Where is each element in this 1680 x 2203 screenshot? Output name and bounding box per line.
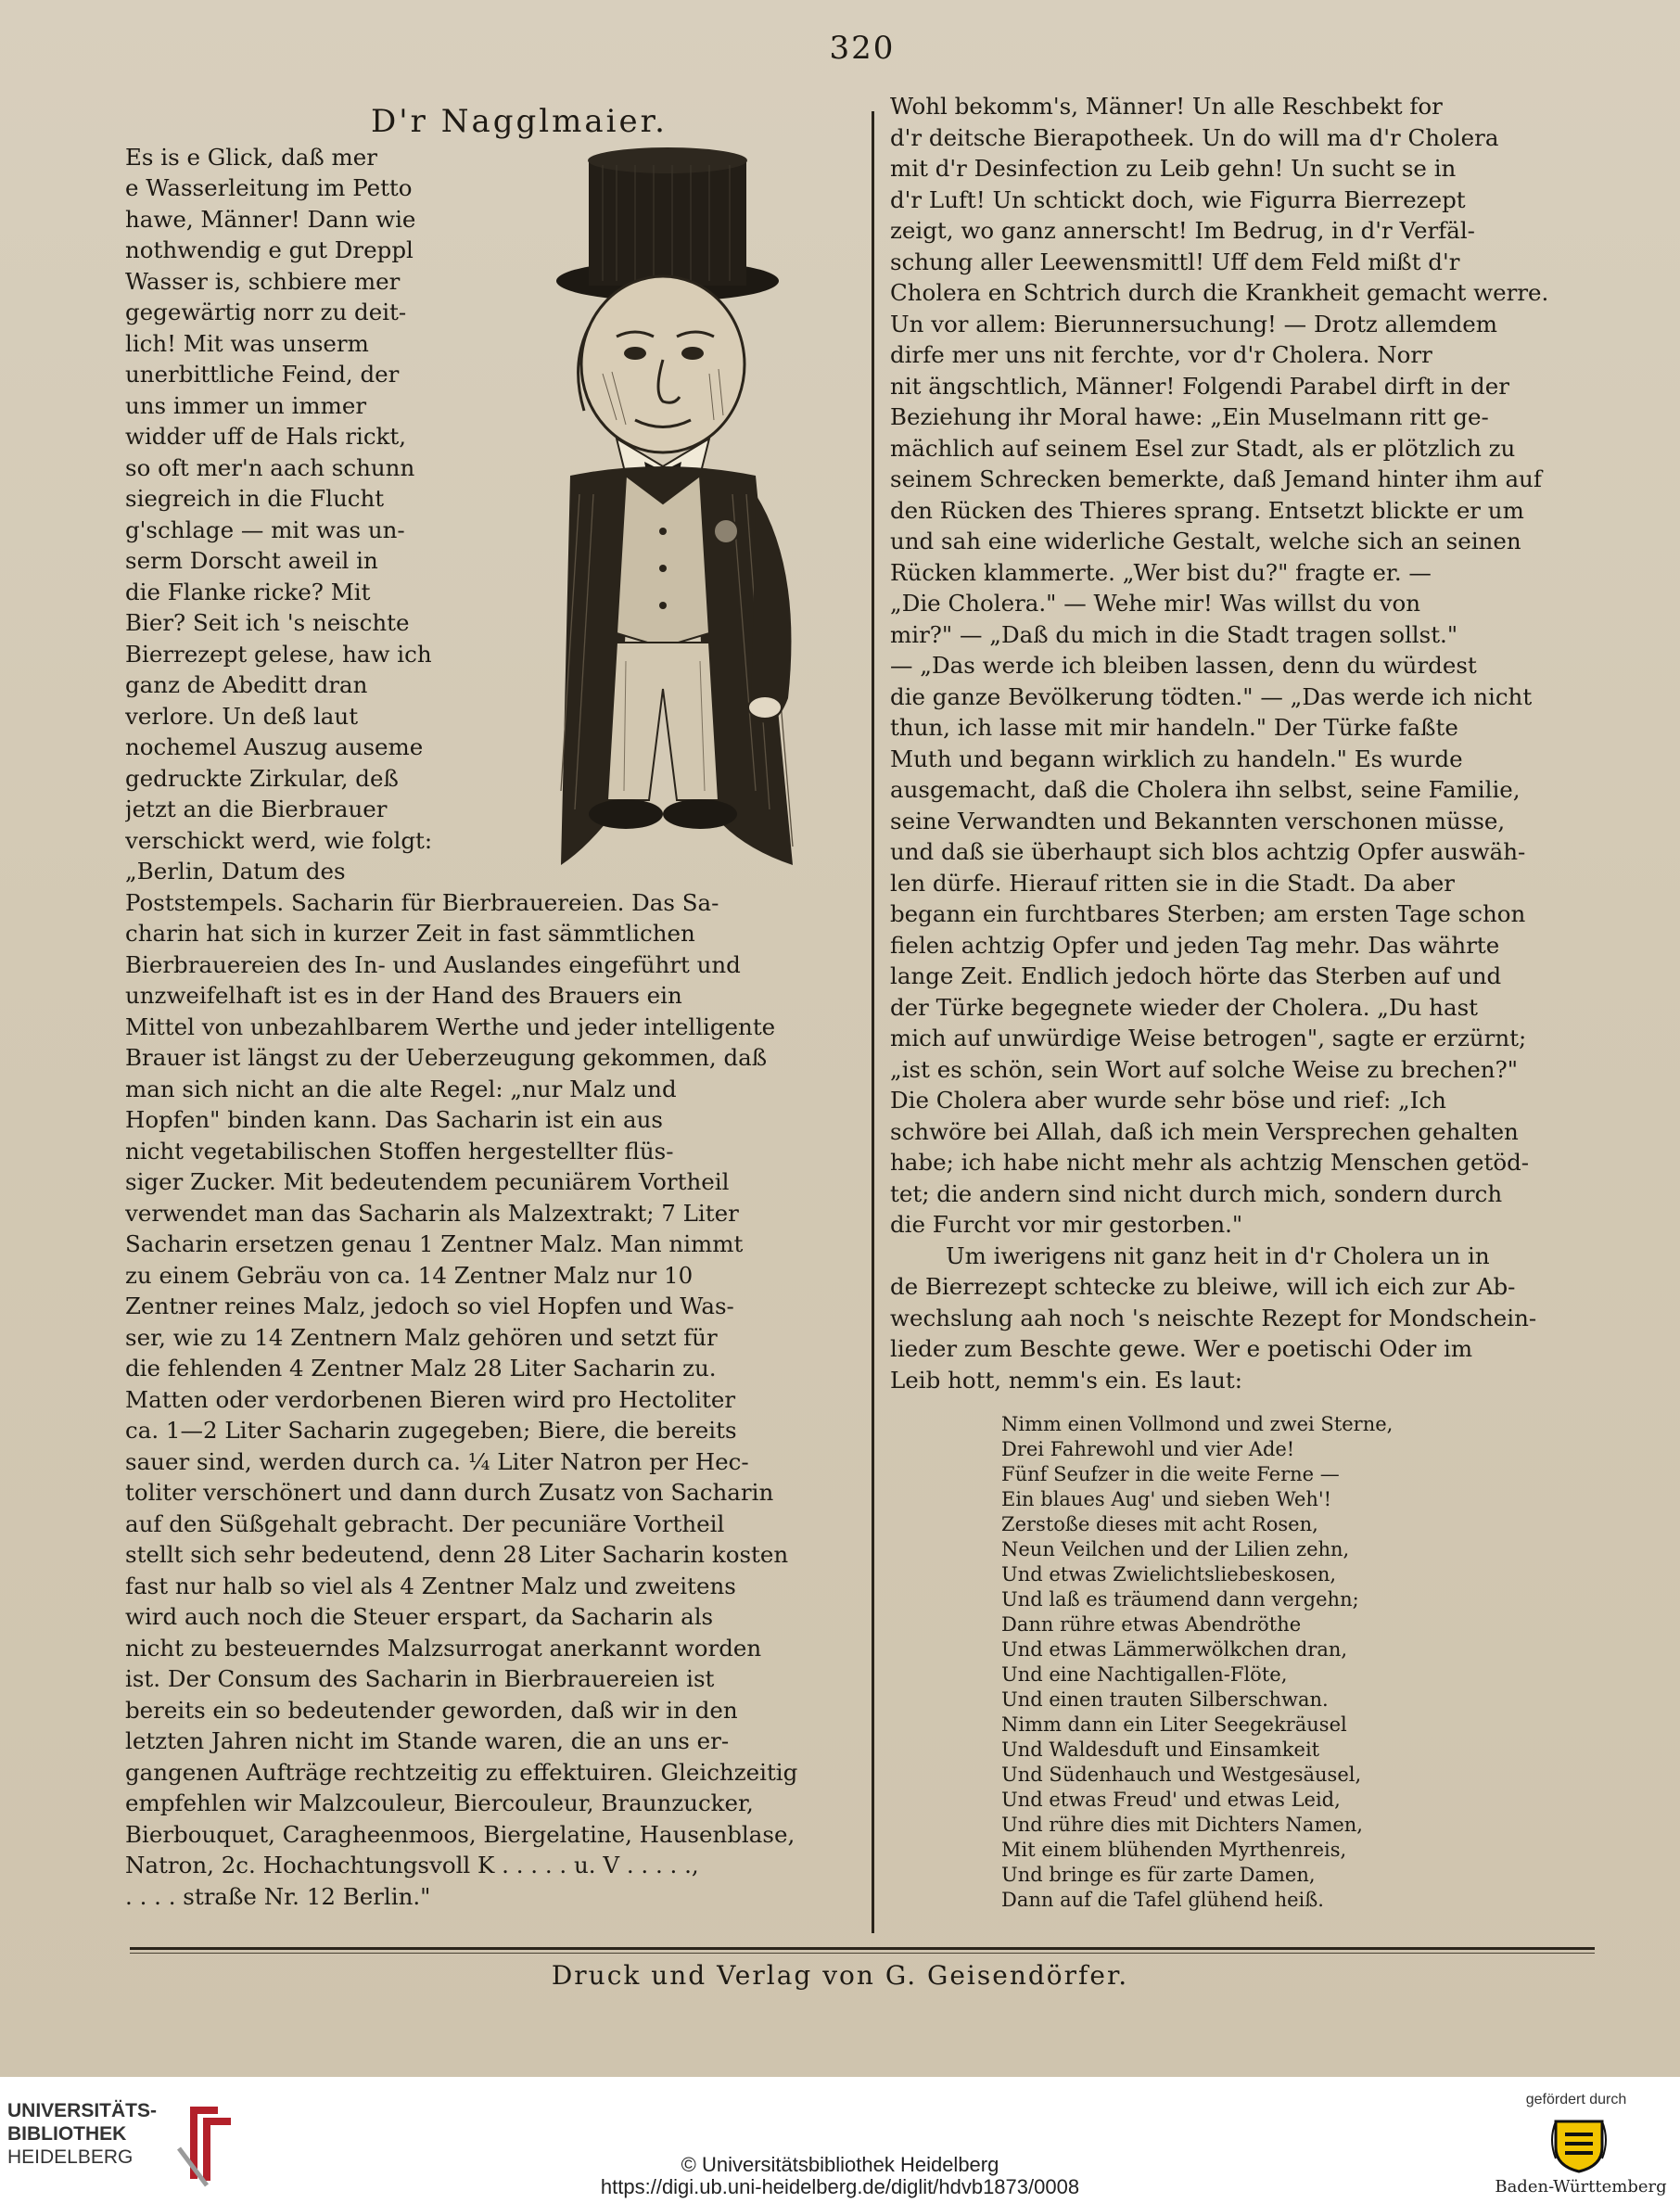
- text-line: de Bierrezept schtecke zu bleiwe, will ich eich zur Ab-: [890, 1273, 1516, 1300]
- text-line: Rücken klammerte. „Wer bist du?" fragte er. —: [890, 558, 1432, 586]
- text-line: Und einen trauten Silberschwan.: [1001, 1688, 1329, 1711]
- library-name-line2: BIBLIOTHEK: [7, 2123, 127, 2145]
- text-line: lange Zeit. Endlich jedoch hörte das Sterben auf und: [890, 962, 1502, 989]
- text-line: Drei Fahrewohl und vier Ade!: [1001, 1438, 1295, 1460]
- text-line: seine Verwandten und Bekannten verschonen müsse,: [890, 807, 1506, 834]
- text-line: . . . . straße Nr. 12 Berlin.": [125, 1882, 431, 1910]
- text-line: letzten Jahren nicht im Stande waren, die an uns er-: [125, 1727, 730, 1754]
- text-line: gedruckte Zirkular, deß: [125, 764, 399, 792]
- page-number: 320: [829, 30, 896, 67]
- right-column: [890, 91, 1618, 1913]
- text-line: so oft mer'n aach schunn: [125, 453, 415, 481]
- text-line: Und laß es träumend dann vergehn;: [1001, 1588, 1359, 1611]
- text-line: gangenen Aufträge rechtzeitig zu effektuiren. Gleichzeitig: [125, 1758, 798, 1786]
- text-line: ganz de Abeditt dran: [125, 671, 368, 698]
- text-line: Wasser is, schbiere mer: [125, 267, 401, 295]
- bottom-rule: [130, 1947, 1595, 1950]
- text-line: zu einem Gebräu von ca. 14 Zentner Malz nur 10: [125, 1261, 694, 1289]
- text-line: tet; die andern sind nicht durch mich, sondern durch: [890, 1179, 1503, 1207]
- text-line: Und etwas Zwielichtsliebeskosen,: [1001, 1563, 1337, 1585]
- text-line: nit ängschtlich, Männer! Folgendi Parabel dirft in der: [890, 372, 1509, 400]
- text-line: Und rühre dies mit Dichters Namen,: [1001, 1814, 1363, 1836]
- text-line: dirfe mer uns nit ferchte, vor d'r Cholera. Norr: [890, 341, 1432, 368]
- text-line: „ist es schön, sein Wort auf solche Weise zu brechen?": [890, 1055, 1518, 1083]
- text-line: fast nur halb so viel als 4 Zentner Malz und zweitens: [125, 1572, 736, 1599]
- text-line: Un vor allem: Bierunnersuchung! — Drotz allemdem: [890, 310, 1498, 337]
- text-line: Sacharin ersetzen genau 1 Zentner Malz. Man nimmt: [125, 1230, 744, 1257]
- text-line: auf den Süßgehalt gebracht. Der pecuniäre Vortheil: [125, 1509, 725, 1537]
- text-line: den Rücken des Thieres sprang. Entsetzt blickte er um: [890, 496, 1524, 524]
- text-line: Und Südenhauch und Westgesäusel,: [1001, 1764, 1362, 1786]
- text-line: Und bringe es für zarte Damen,: [1001, 1864, 1316, 1886]
- sponsor-label: gefördert durch: [1525, 2092, 1627, 2107]
- text-line: len dürfe. Hierauf ritten sie in die Stadt. Da aber: [890, 869, 1455, 897]
- text-line: wird auch noch die Steuer erspart, da Sacharin als: [125, 1603, 714, 1630]
- text-line: ausgemacht, daß die Cholera ihn selbst, seine Familie,: [890, 776, 1521, 803]
- copyright-notice: © Universitätsbibliothek Heidelberg: [681, 2153, 999, 2176]
- text-line: Dann rühre etwas Abendröthe: [1001, 1613, 1302, 1636]
- text-line: lich! Mit was unserm: [125, 329, 369, 357]
- text-line: die Flanke ricke? Mit: [125, 578, 371, 605]
- text-line: ca. 1—2 Liter Sacharin zugegeben; Biere, die bereits: [125, 1417, 737, 1444]
- text-line: wechslung aah noch 's neischte Rezept for Mondschein-: [890, 1304, 1537, 1331]
- article-title: D'r Nagglmaier.: [371, 103, 668, 140]
- text-line: hawe, Männer! Dann wie: [125, 205, 416, 233]
- text-line: d'r deitsche Bierapotheek. Un do will ma d'r Cholera: [890, 123, 1499, 151]
- text-line: Wohl bekomm's, Männer! Un alle Reschbekt for: [890, 93, 1443, 120]
- text-line: Bierbrauereien des In- und Auslandes eingeführt und: [125, 950, 741, 978]
- text-line: — „Das werde ich bleiben lassen, denn du würdest: [890, 652, 1477, 679]
- text-line: habe; ich habe nicht mehr als achtzig Menschen getöd-: [890, 1149, 1530, 1176]
- text-line: der Türke begegnete wieder der Cholera. „Du hast: [890, 993, 1478, 1021]
- text-line: charin hat sich in kurzer Zeit in fast sämmtlichen: [125, 920, 695, 947]
- text-line: begann ein furchtbares Sterben; am ersten Tage schon: [890, 900, 1526, 927]
- text-line: Die Cholera aber wurde sehr böse und rief: „Ich: [890, 1087, 1446, 1114]
- text-line: mächlich auf seinem Esel zur Stadt, als er plötzlich zu: [890, 434, 1516, 462]
- text-line: mich auf unwürdige Weise betrogen", sagte er erzürnt;: [890, 1025, 1527, 1051]
- text-line: nicht zu besteuerndes Malzsurrogat anerkannt worden: [125, 1634, 762, 1662]
- text-line: Es is e Glick, daß mer: [125, 143, 378, 171]
- text-line: Und eine Nachtigallen-Flöte,: [1001, 1663, 1288, 1686]
- text-line: empfehlen wir Malzcouleur, Biercouleur, Braunzucker,: [125, 1789, 754, 1816]
- text-line: uns immer un immer: [125, 391, 367, 419]
- text-line: Nimm dann ein Liter Seegekräusel: [1001, 1713, 1347, 1736]
- text-line: jetzt an die Bierbrauer: [125, 796, 388, 822]
- poem: [1001, 1412, 1618, 1913]
- text-line: und daß sie überhaupt sich blos achtzig Opfer auswäh-: [890, 838, 1526, 865]
- text-line: Muth und begann wirklich zu handeln." Es wurde: [890, 745, 1463, 772]
- text-line: Hopfen" binden kann. Das Sacharin ist ein aus: [125, 1106, 663, 1133]
- text-line: schung aller Leewensmittl! Uff dem Feld mißt d'r: [890, 248, 1460, 275]
- text-line: Dann auf die Tafel glühend heiß.: [1001, 1889, 1324, 1911]
- text-line: nicht vegetabilischen Stoffen hergestellter flüs-: [125, 1137, 674, 1165]
- text-line: toliter verschönert und dann durch Zusatz von Sacharin: [125, 1479, 774, 1506]
- text-line: Neun Veilchen und der Lilien zehn,: [1001, 1538, 1350, 1560]
- text-line: e Wasserleitung im Petto: [125, 174, 413, 201]
- text-line: unzweifelhaft ist es in der Hand des Brauers ein: [125, 982, 682, 1009]
- text-line: verlore. Un deß laut: [125, 702, 359, 730]
- left-column: [125, 103, 858, 1912]
- text-line: thun, ich lasse mit mir handeln." Der Türke faßte: [890, 714, 1458, 741]
- text-line: Poststempels. Sacharin für Bierbrauereien. Das Sa-: [125, 888, 719, 916]
- text-line: Cholera en Schtrich durch die Krankheit gemacht werre.: [890, 279, 1549, 306]
- text-line: Zentner reines Malz, jedoch so viel Hopfen und Was-: [125, 1293, 734, 1319]
- text-line: g'schlage — mit was un-: [125, 516, 405, 543]
- text-line: nochemel Auszug auseme: [125, 733, 424, 760]
- text-line: die ganze Bevölkerung tödten." — „Das werde ich nicht: [890, 682, 1533, 710]
- library-name-line3: HEIDELBERG: [7, 2146, 134, 2168]
- text-line: man sich nicht an die alte Regel: „nur Malz und: [125, 1075, 677, 1102]
- text-line: Und Waldesduft und Einsamkeit: [1001, 1738, 1320, 1761]
- text-line: ist. Der Consum des Sacharin in Bierbrauereien ist: [125, 1665, 715, 1692]
- column-divider: [872, 111, 874, 1933]
- text-line: Fünf Seufzer in die weite Ferne —: [1001, 1463, 1340, 1485]
- permalink[interactable]: https://digi.ub.uni-heidelberg.de/diglit/hdvb1873/0008: [600, 2175, 1080, 2198]
- text-line: Zerstoße dieses mit acht Rosen,: [1001, 1513, 1318, 1535]
- text-line: Mittel von unbezahlbarem Werthe und jeder intelligente: [125, 1012, 776, 1040]
- text-line: unerbittliche Feind, der: [125, 361, 400, 388]
- text-line: die fehlenden 4 Zentner Malz 28 Liter Sacharin zu.: [125, 1355, 717, 1382]
- text-line: fielen achtzig Opfer und jeden Tag mehr. Das währte: [890, 931, 1500, 959]
- text-line: Natron, 2c. Hochachtungsvoll K . . . . . u. V . . . . .,: [125, 1852, 699, 1878]
- text-line: Bierrezept gelese, haw ich: [125, 640, 432, 668]
- text-line: seinem Schrecken bemerkte, daß Jemand hinter ihm auf: [890, 465, 1542, 492]
- text-line: sauer sind, werden durch ca. ¼ Liter Natron per Hec-: [125, 1447, 749, 1475]
- text-line: siegreich in die Flucht: [125, 485, 385, 512]
- text-line: zeigt, wo ganz annerscht! Im Bedrug, in d'r Verfäl-: [890, 217, 1475, 244]
- text-line: lieder zum Beschte gewe. Wer e poetischi Oder im: [890, 1335, 1473, 1362]
- text-line: Und etwas Freud' und etwas Leid,: [1001, 1789, 1341, 1811]
- text-line: Leib hott, nemm's ein. Es laut:: [890, 1366, 1242, 1394]
- man-in-top-hat-illustration: [487, 142, 858, 884]
- text-line: Nimm einen Vollmond und zwei Sterne,: [1001, 1413, 1394, 1435]
- text-line: mir?" — „Daß du mich in die Stadt tragen sollst.": [890, 620, 1458, 648]
- text-line: und sah eine widerliche Gestalt, welche sich an seinen: [890, 528, 1521, 554]
- text-line: nothwendig e gut Dreppl: [125, 236, 414, 263]
- text-line: Matten oder verdorbenen Bieren wird pro Hectoliter: [125, 1385, 736, 1413]
- text-line: Mit einem blühenden Myrthenreis,: [1001, 1839, 1347, 1861]
- text-line: stellt sich sehr bedeutend, denn 28 Liter Sacharin kosten: [125, 1541, 789, 1568]
- library-name-line1: UNIVERSITÄTS-: [7, 2100, 158, 2121]
- text-line: gegewärtig norr zu deit-: [125, 299, 407, 325]
- text-line: ser, wie zu 14 Zentnern Malz gehören und setzt für: [125, 1323, 718, 1351]
- text-line: Um iwerigens nit ganz heit in d'r Cholera un in: [946, 1242, 1490, 1269]
- text-line: mit d'r Desinfection zu Leib gehn! Un sucht se in: [890, 155, 1457, 182]
- text-line: „Berlin, Datum des: [125, 858, 346, 885]
- text-line: Bierbouquet, Caragheenmoos, Biergelatine, Hausenblase,: [125, 1820, 795, 1848]
- text-line: „Die Cholera." — Wehe mir! Was willst du von: [890, 590, 1421, 617]
- sponsor-name: Baden-Württemberg: [1495, 2177, 1667, 2197]
- text-line: verschickt werd, wie folgt:: [125, 826, 433, 854]
- text-line: bereits ein so bedeutender geworden, daß wir in den: [125, 1696, 738, 1724]
- left-column-text-full: [125, 887, 858, 1913]
- text-line: d'r Luft! Un schtickt doch, wie Figurra Bierrezept: [890, 185, 1466, 213]
- text-line: Ein blaues Aug' und sieben Weh'!: [1001, 1488, 1332, 1510]
- text-line: die Furcht vor mir gestorben.": [890, 1211, 1243, 1238]
- text-line: siger Zucker. Mit bedeutendem pecuniärem Vortheil: [125, 1168, 730, 1195]
- baden-wuerttemberg-crest-icon: [1546, 2114, 1611, 2173]
- right-column-text: [890, 91, 1618, 1395]
- text-line: verwendet man das Sacharin als Malzextrakt; 7 Liter: [125, 1199, 739, 1227]
- text-line: Und etwas Lämmerwölkchen dran,: [1001, 1638, 1348, 1661]
- text-line: Bier? Seit ich 's neischte: [125, 609, 410, 636]
- text-line: widder uff de Hals rickt,: [125, 423, 407, 450]
- text-line: Beziehung ihr Moral hawe: „Ein Muselmann ritt ge-: [890, 403, 1489, 430]
- text-line: serm Dorscht aweil in: [125, 547, 378, 574]
- text-line: schwöre bei Allah, daß ich mein Versprechen gehalten: [890, 1117, 1519, 1145]
- text-line: Brauer ist längst zu der Ueberzeugung gekommen, daß: [125, 1044, 768, 1071]
- bottom-rule-thin: [130, 1953, 1595, 1954]
- imprint: Druck und Verlag von G. Geisendörfer.: [551, 1960, 1129, 1991]
